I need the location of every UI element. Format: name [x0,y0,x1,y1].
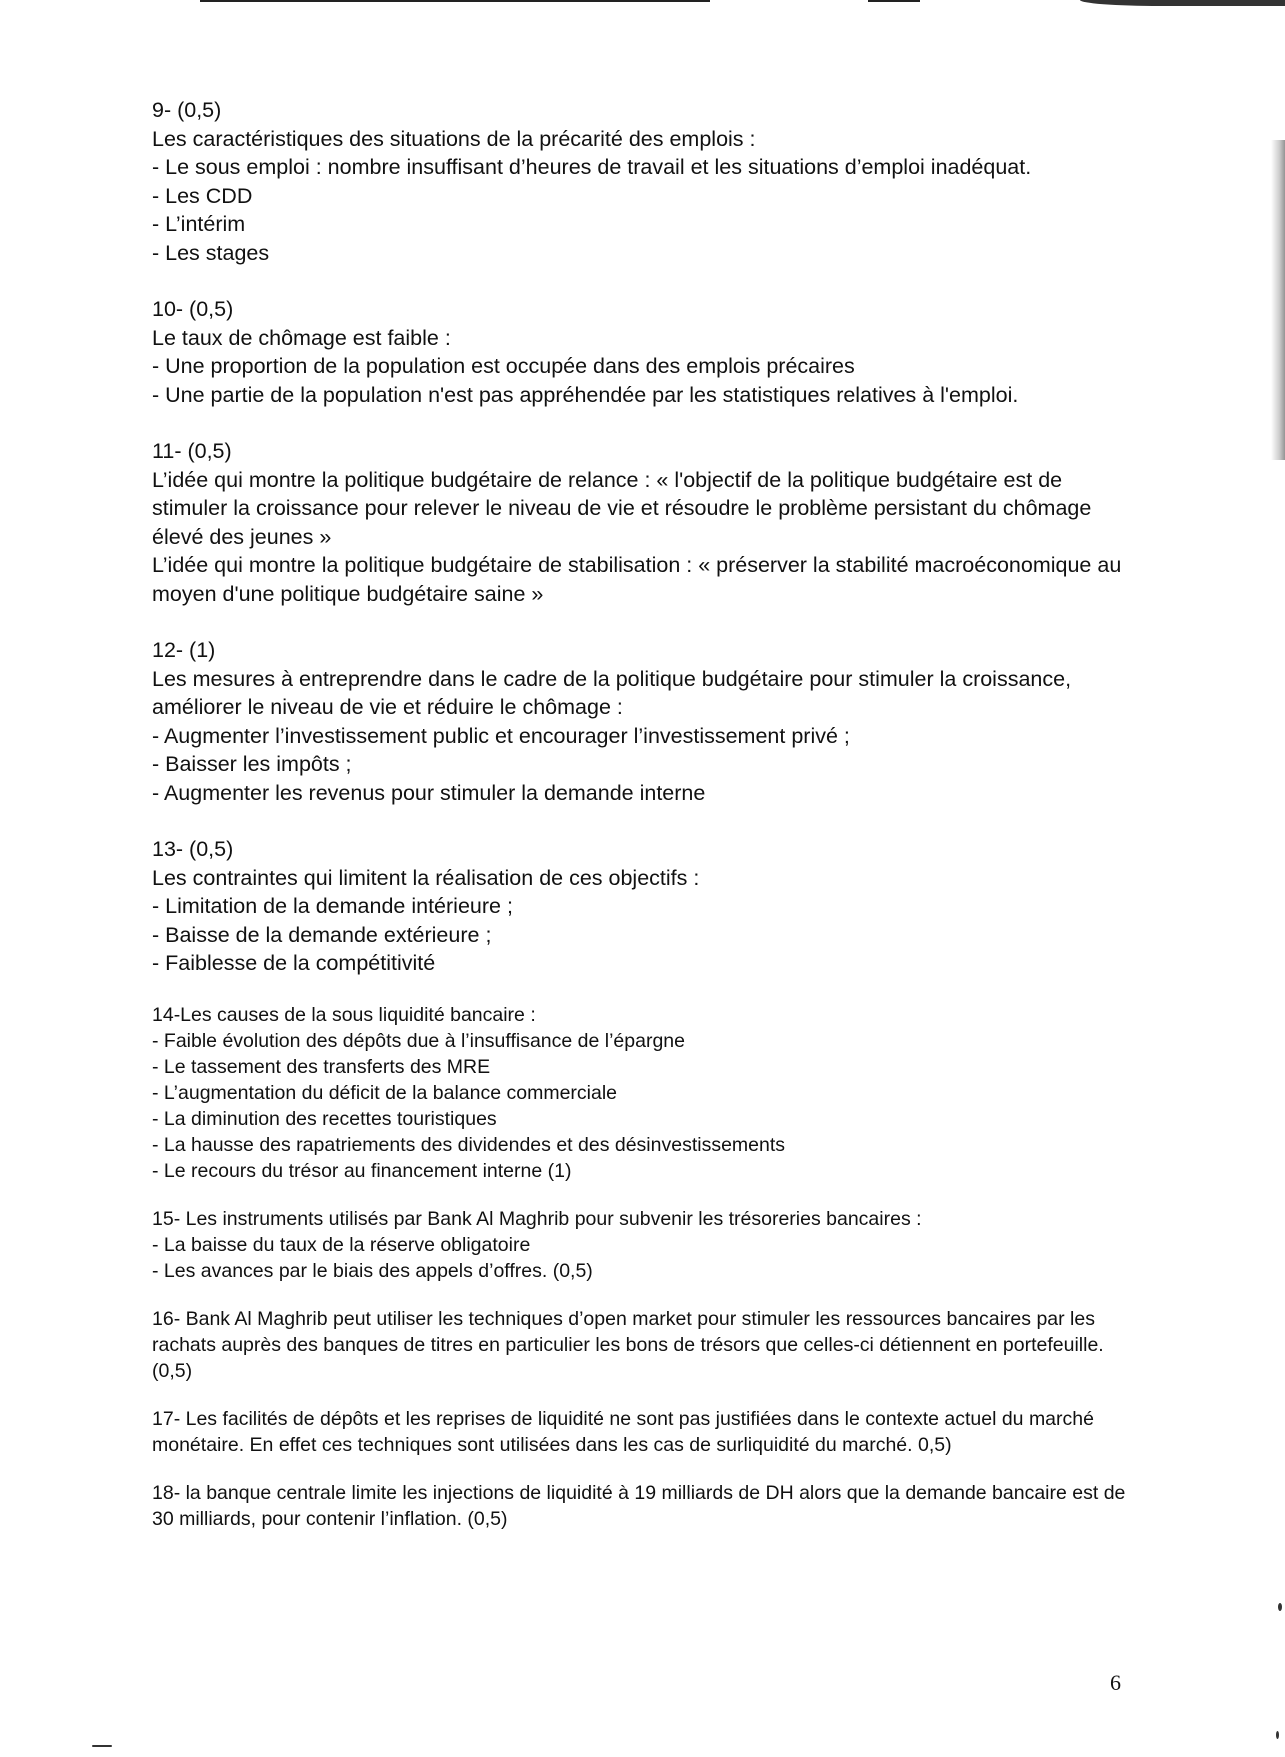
scan-speck [92,1745,112,1747]
question-13 [152,835,1132,978]
answer-line: - Faiblesse de la compétitivité [152,951,436,975]
scan-top-rule [200,0,710,2]
answer-line: - Les avances par le biais des appels d’offres. (0,5) [152,1259,593,1282]
answer-line: - Baisse de la demande extérieure ; [152,922,492,947]
question-heading: 10- (0,5) [152,297,234,321]
scan-speck [1276,1731,1279,1739]
answer-line: 17- Les facilités de dépôts et les reprises de liquidité ne sont pas justifiées dans le contexte actuel du marché monétaire. En effet ces techniques sont utilisées dans les cas de surliquidité du marché. 0,5) [152,1407,1094,1456]
answer-line: Le taux de chômage est faible : [152,325,451,350]
question-heading: 12- (1) [152,638,216,662]
question-15 [152,1206,1132,1284]
question-11 [152,437,1132,608]
answer-line: - Une proportion de la population est occupée dans des emplois précaires [152,354,855,378]
answer-line: - Augmenter l’investissement public et encourager l’investissement privé ; [152,723,850,748]
question-9 [152,96,1132,267]
answer-line: - La hausse des rapatriements des dividendes et des désinvestissements [152,1133,786,1156]
answer-line: - L’augmentation du déficit de la balance commerciale [152,1081,618,1104]
answer-line: - Les stages [152,240,270,265]
answer-key-body [152,96,1132,1532]
answer-line: 14-Les causes de la sous liquidité bancaire : [152,1003,536,1026]
answer-line: - La baisse du taux de la réserve obligatoire [152,1233,531,1256]
answer-line: - Le recours du trésor au financement interne (1) [152,1159,572,1182]
answer-line: - Les CDD [152,183,253,208]
answer-line: - Baisser les impôts ; [152,752,352,776]
answer-line: - La diminution des recettes touristiques [152,1107,497,1130]
answer-line: L’idée qui montre la politique budgétaire de relance : « l'objectif de la politique budgétaire est de stimuler la croissance pour relever le niveau de vie et résoudre le problème persistant du chômage élevé des jeunes » [152,467,1092,549]
question-heading: 11- (0,5) [152,439,232,463]
answer-line: - Le tassement des transferts des MRE [152,1055,491,1078]
answer-line: - Faible évolution des dépôts due à l’insuffisance de l’épargne [152,1029,685,1052]
answer-line: L’idée qui montre la politique budgétaire de stabilisation : « préserver la stabilité macroéconomique au moyen d'une politique budgétaire saine » [152,553,1122,606]
answer-line: 18- la banque centrale limite les injections de liquidité à 19 milliards de DH alors que la demande bancaire est de 30 milliards, pour contenir l’inflation. (0,5) [152,1481,1126,1530]
question-heading: 13- (0,5) [152,837,234,861]
page-number: 6 [1110,1670,1121,1695]
scan-edge-shadow [1271,140,1285,460]
question-10 [152,295,1132,409]
answer-line: Les contraintes qui limitent la réalisation de ces objectifs : [152,865,700,890]
question-18 [152,1480,1132,1532]
answer-line: 16- Bank Al Maghrib peut utiliser les techniques d’open market pour stimuler les ressources bancaires par les rachats auprès des banques de titres en particulier les bons de trésors que celles-ci détiennent en portefeuille. (0,5) [152,1307,1104,1382]
question-16 [152,1306,1132,1384]
scan-top-edge [1080,0,1285,6]
answer-line: Les mesures à entreprendre dans le cadre de la politique budgétaire pour stimuler la croissance, améliorer le niveau de vie et réduire le chômage : [152,666,1072,719]
answer-line: - L’intérim [152,212,246,236]
answer-line: Les caractéristiques des situations de la précarité des emplois : [152,126,756,151]
scan-top-rule [868,0,920,2]
answer-line: - Limitation de la demande intérieure ; [152,894,513,918]
answer-line: - Le sous emploi : nombre insuffisant d’heures de travail et les situations d’emploi inadéquat. [152,155,1032,179]
question-12 [152,636,1132,807]
question-17 [152,1406,1132,1458]
answer-line: 15- Les instruments utilisés par Bank Al Maghrib pour subvenir les trésoreries bancaires : [152,1207,922,1230]
question-14 [152,1002,1132,1184]
answer-line: - Une partie de la population n'est pas appréhendée par les statistiques relatives à l'emploi. [152,382,1019,407]
scan-speck [1278,1603,1282,1611]
question-heading: 9- (0,5) [152,98,222,122]
answer-line: - Augmenter les revenus pour stimuler la demande interne [152,780,706,805]
